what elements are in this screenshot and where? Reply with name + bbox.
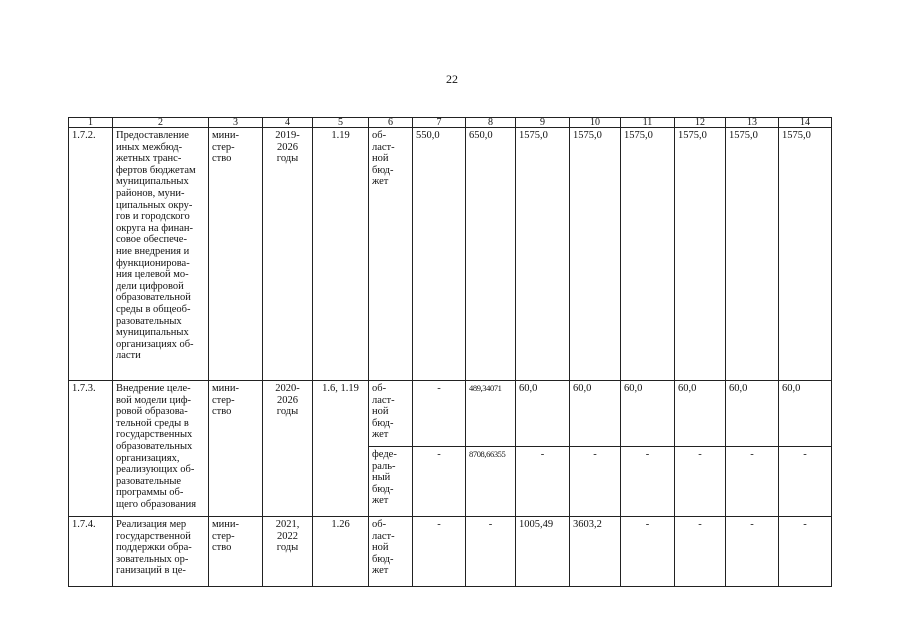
page-number: 22: [446, 72, 458, 86]
executor: мини- стер- ство: [209, 128, 263, 381]
value-cell: 60,0: [621, 381, 675, 447]
value-cell: -: [779, 447, 832, 517]
table-row: [69, 128, 832, 381]
value-cell: 3603,2: [570, 517, 621, 587]
value-cell: -: [726, 517, 779, 587]
executor: мини- стер- ство: [209, 381, 263, 517]
value-cell: 1575,0: [726, 128, 779, 381]
value-cell: 1575,0: [516, 128, 570, 381]
value-cell: -: [675, 517, 726, 587]
column-number: 2: [113, 118, 209, 128]
column-number: 1: [69, 118, 113, 128]
value-cell: 8708,66355: [466, 447, 516, 517]
column-number: 6: [369, 118, 413, 128]
value-cell: -: [413, 381, 466, 447]
indicator: 1.19: [313, 128, 369, 381]
value-cell: -: [621, 447, 675, 517]
value-cell: 1575,0: [621, 128, 675, 381]
period: 2019- 2026 годы: [263, 128, 313, 381]
table-row: [69, 381, 832, 447]
funding-source: об- ласт- ной бюд- жет: [369, 128, 413, 381]
activity-description: Внедрение целе- вой модели циф- ровой образова- тельной среды в государственных образовательных организациях, реализующих об- разовательные программы об- щего образования: [113, 381, 209, 517]
value-cell: 1575,0: [779, 128, 832, 381]
row-number: 1.7.4.: [69, 517, 113, 587]
column-number-row: [69, 118, 832, 128]
value-cell: 60,0: [516, 381, 570, 447]
value-cell: -: [516, 447, 570, 517]
value-cell: -: [570, 447, 621, 517]
value-cell: 650,0: [466, 128, 516, 381]
period: 2020- 2026 годы: [263, 381, 313, 517]
column-number: 11: [621, 118, 675, 128]
column-number: 13: [726, 118, 779, 128]
value-cell: 60,0: [779, 381, 832, 447]
value-cell: -: [621, 517, 675, 587]
indicator: 1.26: [313, 517, 369, 587]
funding-source: феде- раль- ный бюд- жет: [369, 447, 413, 517]
table-row: [69, 517, 832, 587]
period: 2021, 2022 годы: [263, 517, 313, 587]
indicator: 1.6, 1.19: [313, 381, 369, 517]
column-number: 12: [675, 118, 726, 128]
value-cell: 550,0: [413, 128, 466, 381]
value-cell: 60,0: [570, 381, 621, 447]
value-cell: -: [413, 447, 466, 517]
column-number: 10: [570, 118, 621, 128]
activity-description: Предоставление иных межбюд- жетных транс- фертов бюджетам муниципальных районов, муни- ципальных окру- гов и городского округа на финан- совое обеспече- ние внедрения и функционирова- ния целевой мо- дели цифровой образовательной среды в общеоб- разовательных муниципальных организациях об- ласти: [113, 128, 209, 381]
value-cell: 1005,49: [516, 517, 570, 587]
activity-description: Реализация мер государственной поддержки обра- зовательных ор- ганизаций в це-: [113, 517, 209, 587]
executor: мини- стер- ство: [209, 517, 263, 587]
value-cell: -: [466, 517, 516, 587]
column-number: 4: [263, 118, 313, 128]
column-number: 3: [209, 118, 263, 128]
column-number: 9: [516, 118, 570, 128]
value-cell: 489,34071: [466, 381, 516, 447]
column-number: 8: [466, 118, 516, 128]
row-number: 1.7.2.: [69, 128, 113, 381]
value-cell: -: [779, 517, 832, 587]
value-cell: 60,0: [675, 381, 726, 447]
value-cell: -: [675, 447, 726, 517]
column-number: 5: [313, 118, 369, 128]
value-cell: 1575,0: [570, 128, 621, 381]
row-number: 1.7.3.: [69, 381, 113, 517]
budget-table: [68, 117, 832, 587]
funding-source: об- ласт- ной бюд- жет: [369, 517, 413, 587]
column-number: 7: [413, 118, 466, 128]
value-cell: 60,0: [726, 381, 779, 447]
value-cell: -: [726, 447, 779, 517]
value-cell: -: [413, 517, 466, 587]
column-number: 14: [779, 118, 832, 128]
funding-source: об- ласт- ной бюд- жет: [369, 381, 413, 447]
value-cell: 1575,0: [675, 128, 726, 381]
